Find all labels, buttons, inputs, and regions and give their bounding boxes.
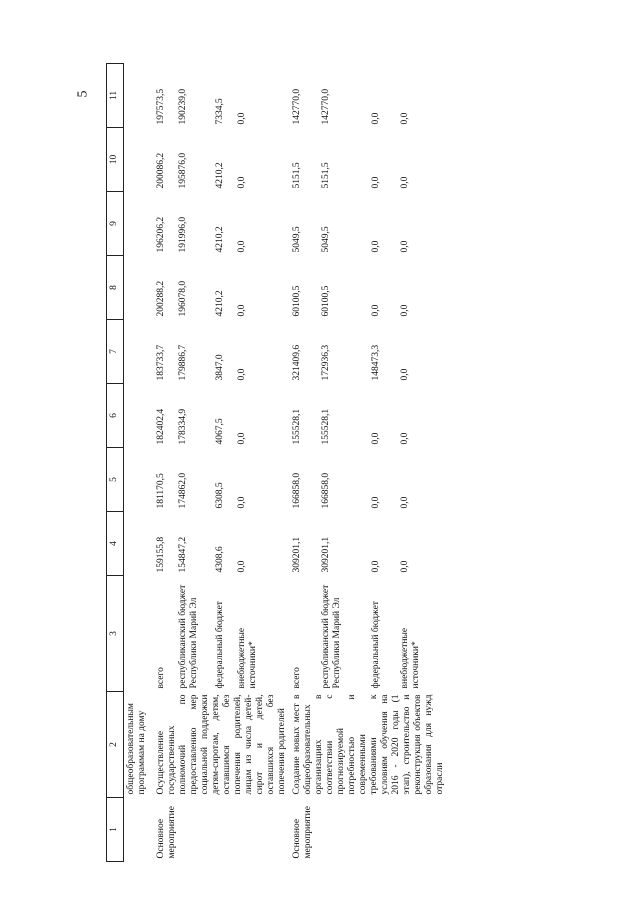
value-cell: 0,0 xyxy=(399,496,410,509)
value-cell: 4067,5 xyxy=(215,418,226,445)
value-cell: 5049,5 xyxy=(320,226,331,253)
column-header: 1 xyxy=(107,798,124,862)
funding-source: всего xyxy=(156,667,166,689)
value-cell: 0,0 xyxy=(399,432,410,445)
column-header: 4 xyxy=(107,512,124,576)
value-cell: 0,0 xyxy=(399,112,410,125)
column-header: 3 xyxy=(107,576,124,692)
value-cell: 154847,2 xyxy=(177,536,188,573)
value-cell: 0,0 xyxy=(236,176,247,189)
page-number: 5 xyxy=(75,90,91,98)
value-cell: 4210,2 xyxy=(215,226,226,253)
value-cell: 0,0 xyxy=(236,432,247,445)
value-cell: 7334,5 xyxy=(215,98,226,125)
value-cell: 0,0 xyxy=(370,432,381,445)
funding-source: внебюджетные источники* xyxy=(399,627,421,689)
activity-description: Создание новых мест в общеобразовательных организациях в соответствии с прогнозируемой потребностью и современными требованиями к условиям обучения на 2016 - 2020 годы (1 этап), строительство и реконструкция объектов образования для нужд отрасли xyxy=(292,694,445,795)
value-cell: 197573,5 xyxy=(156,88,166,125)
value-cell: 0,0 xyxy=(370,560,381,573)
column-header: 11 xyxy=(107,64,124,128)
value-cell: 5151,5 xyxy=(292,162,302,189)
value-cell: 0,0 xyxy=(399,560,410,573)
value-cell: 309201,1 xyxy=(320,536,331,573)
rotated-table-container xyxy=(106,72,626,862)
value-cell: 155528,1 xyxy=(292,408,302,445)
budget-table xyxy=(106,63,448,862)
table-row xyxy=(124,64,155,862)
value-cell: 195876,0 xyxy=(177,152,188,189)
value-cell: 172936,3 xyxy=(320,344,331,381)
funding-source: республиканский бюджет Республики Марий Эл xyxy=(177,584,199,689)
value-cell: 181170,5 xyxy=(156,473,166,509)
value-cell: 0,0 xyxy=(236,496,247,509)
value-cell: 0,0 xyxy=(236,304,247,317)
value-cell: 174862,0 xyxy=(177,472,188,509)
value-cell: 0,0 xyxy=(399,176,410,189)
activity-type: Основное мероприятие xyxy=(292,806,313,859)
column-header: 2 xyxy=(107,692,124,798)
value-cell: 309201,1 xyxy=(292,536,302,573)
value-cell: 142770,0 xyxy=(292,88,302,125)
column-header: 5 xyxy=(107,448,124,512)
value-cell: 60100,5 xyxy=(320,285,331,317)
value-cell: 155528,1 xyxy=(320,408,331,445)
value-cell: 0,0 xyxy=(370,496,381,509)
value-cell: 0,0 xyxy=(370,240,381,253)
value-cell: 0,0 xyxy=(236,112,247,125)
column-header: 9 xyxy=(107,192,124,256)
value-cell: 196078,0 xyxy=(177,280,188,317)
value-cell: 5049,5 xyxy=(292,226,302,253)
value-cell: 0,0 xyxy=(236,368,247,381)
value-cell: 6308,5 xyxy=(215,482,226,509)
value-cell: 0,0 xyxy=(399,368,410,381)
value-cell: 179886,7 xyxy=(177,344,188,381)
funding-source: республиканский бюджет Республики Марий Эл xyxy=(320,584,342,689)
continued-description: общеобразовательным программам на дому xyxy=(126,703,147,795)
value-cell: 196206,2 xyxy=(156,216,166,253)
value-cell: 4210,2 xyxy=(215,162,226,189)
value-cell: 166858,0 xyxy=(320,472,331,509)
funding-source: всего xyxy=(292,667,302,689)
value-cell: 159155,8 xyxy=(156,536,166,573)
value-cell: 0,0 xyxy=(399,304,410,317)
value-cell: 5151,5 xyxy=(320,162,331,189)
value-cell: 183733,7 xyxy=(156,344,166,381)
value-cell: 166858,0 xyxy=(292,472,302,509)
column-header: 8 xyxy=(107,256,124,320)
column-header: 6 xyxy=(107,384,124,448)
activity-type: Основное мероприятие xyxy=(156,806,177,859)
value-cell: 182402,4 xyxy=(156,408,166,445)
table-row xyxy=(290,64,319,862)
activity-description: Осуществление государственных полномочий по предоставлению мер социальной поддержки детям-сиротам, детям, оставшимся без попечения родителей, лицам из числа детей-сирот и детей, оставшихся без попечения родителей xyxy=(156,694,287,795)
column-header: 10 xyxy=(107,128,124,192)
value-cell: 60100,5 xyxy=(292,285,302,317)
value-cell: 178334,9 xyxy=(177,408,188,445)
value-cell: 0,0 xyxy=(236,240,247,253)
value-cell: 3847,0 xyxy=(215,354,226,381)
value-cell: 148473,3 xyxy=(370,344,381,381)
value-cell: 200288,2 xyxy=(156,280,166,317)
value-cell: 0,0 xyxy=(370,304,381,317)
funding-source: федеральный бюджет xyxy=(215,601,226,689)
value-cell: 321409,6 xyxy=(292,344,302,381)
value-cell: 0,0 xyxy=(370,112,381,125)
value-cell: 0,0 xyxy=(370,176,381,189)
column-header: 7 xyxy=(107,320,124,384)
value-cell: 200086,2 xyxy=(156,152,166,189)
value-cell: 4210,2 xyxy=(215,290,226,317)
value-cell: 190239,0 xyxy=(177,88,188,125)
value-cell: 4308,6 xyxy=(215,546,226,573)
value-cell: 0,0 xyxy=(236,560,247,573)
value-cell: 191996,0 xyxy=(177,216,188,253)
funding-source: федеральный бюджет xyxy=(370,601,381,689)
table-row xyxy=(154,64,176,862)
funding-source: внебюджетные источники* xyxy=(236,627,258,689)
column-header-row xyxy=(107,64,124,862)
value-cell: 142770,0 xyxy=(320,88,331,125)
value-cell: 0,0 xyxy=(399,240,410,253)
